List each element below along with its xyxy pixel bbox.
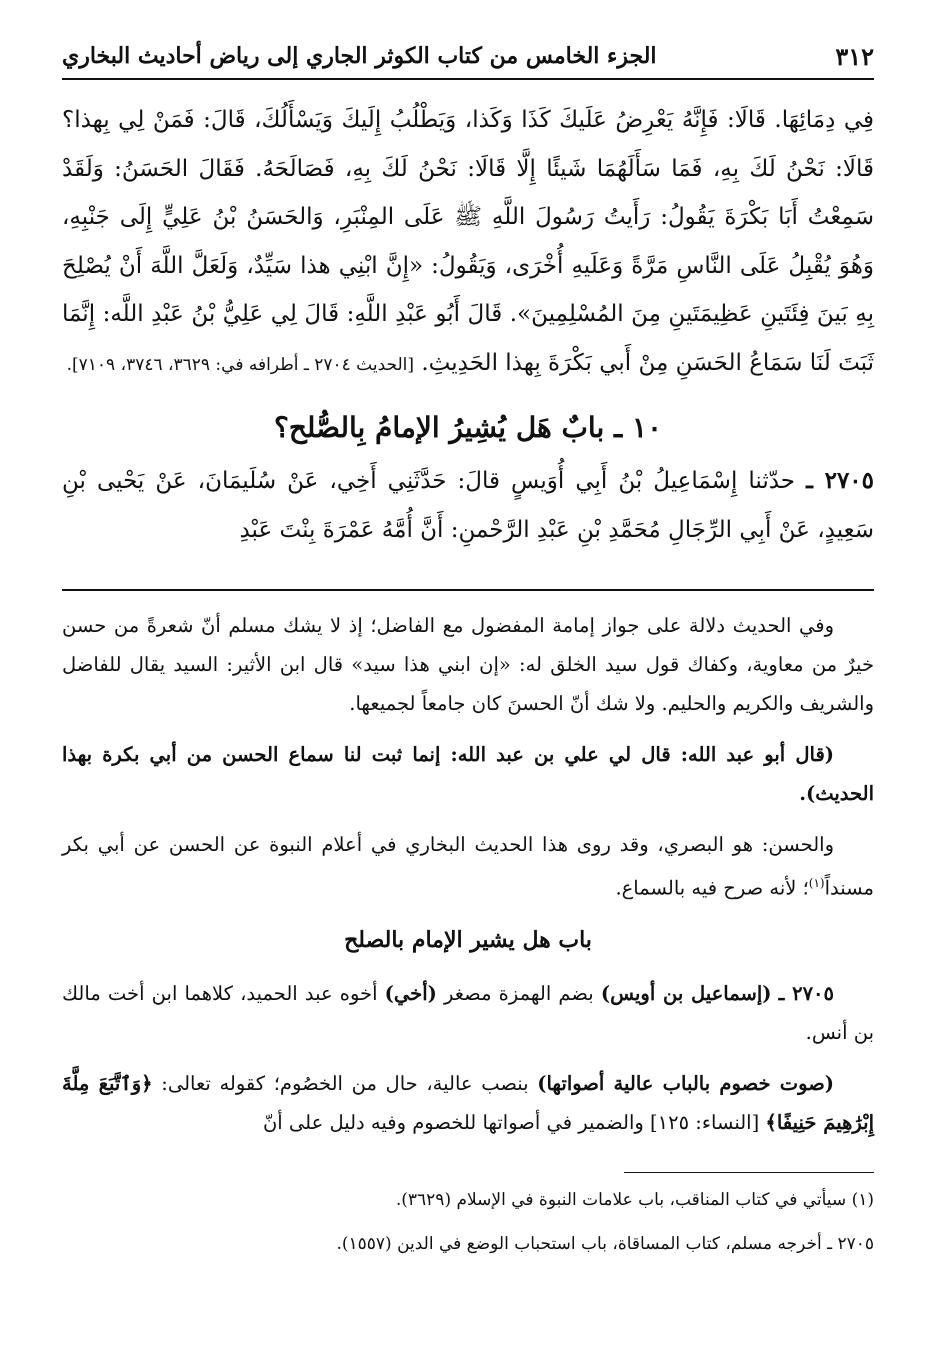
commentary-paragraph-4 bbox=[62, 974, 874, 1052]
hadith-2704-reference: [الحديث ٢٧٠٤ ـ أطرافه في: ٣٦٢٩، ٣٧٤٦، ٧١٠٩]. bbox=[66, 354, 415, 375]
book-page bbox=[62, 0, 874, 1365]
commentary-p4-term-1: (إسماعيل بن أويس) bbox=[600, 981, 772, 1005]
hadith-text-section bbox=[62, 96, 874, 554]
commentary-paragraph-1: وفي الحديث دلالة على جواز إمامة المفضول مع الفاضل؛ إذ لا يشك مسلم أنّ شعرةً من حسن خيرٌ من معاوية، وكفاك قول سيد الخلق له: «إن ابني هذا سيد» قال ابن الأثير: السيد يقال للفاضل والشريف والكريم والحليم. ولا شك أنّ الحسنَ كان جامعاً لجميعها. bbox=[62, 614, 874, 715]
commentary-paragraph-5 bbox=[62, 1064, 874, 1142]
commentary-chapter-heading: باب هل يشير الإمام بالصلح bbox=[344, 926, 592, 953]
commentary-p3-end: ؛ لأنه صرح فيه بالسماع. bbox=[615, 876, 809, 900]
hadith-2705-number: ٢٧٠٥ ـ bbox=[806, 467, 875, 494]
quran-verse: ﴿وَٱتَّبَعَ مِلَّةَ إِبْرَٰهِيمَ حَنِيفًا﴾ bbox=[62, 1071, 874, 1134]
footnote-marker[interactable]: (١) bbox=[808, 876, 825, 890]
commentary-p5-text-2: [النساء: ١٢٥] والضمير في أصواتها للخصوم وفيه دليل على أنّ bbox=[262, 1110, 766, 1134]
footnotes bbox=[62, 1182, 874, 1270]
commentary-p3-text: والحسن: هو البصري، وقد روى هذا الحديث البخاري في أعلام النبوة عن الحسن عن أبي بكر مسنداً bbox=[62, 833, 874, 900]
commentary-p5-term: (صوت خصوم بالباب عالية أصواتها) bbox=[537, 1071, 835, 1095]
footnote-2705: ٢٧٠٥ ـ أخرجه مسلم، كتاب المساقاة، باب استحباب الوضع في الدين (١٥٥٧). bbox=[336, 1234, 874, 1254]
commentary-section bbox=[62, 606, 874, 1154]
commentary-paragraph-3 bbox=[62, 825, 874, 908]
commentary-p5-text: بنصب عالية، حال من الخصُوم؛ كقوله تعالى: bbox=[152, 1071, 538, 1095]
commentary-p4-number: ٢٧٠٥ ـ bbox=[778, 981, 834, 1005]
page-number: ٣١٢ bbox=[835, 41, 874, 71]
footnote-1: (١) سيأتي في كتاب المناقب، باب علامات النبوة في الإسلام (٣٦٢٩). bbox=[395, 1190, 874, 1210]
running-header bbox=[62, 34, 874, 80]
footnote-divider bbox=[624, 1172, 874, 1173]
hadith-2705-paragraph bbox=[62, 457, 874, 554]
hadith-2704-paragraph bbox=[62, 96, 874, 389]
commentary-p4-text-2: أخوه عبد الحميد، كلاهما ابن أخت مالك بن أنس. bbox=[62, 981, 874, 1044]
hadith-2705-text: حدّثنا إِسْمَاعِيلُ بْنُ أَبِي أُوَيسٍ قالَ: حَدَّثَنِي أَخِي، عَنْ سُلَيمَانَ، عَنْ يَحْيى بْنِ سَعِيدٍ، عَنْ أَبِي الرِّجَالِ مُحَمَّدِ بْنِ عَبْدِ الرَّحْمنِ: أَنَّ أُمَّهُ عَمْرَةَ بِنْتَ عَبْدِ bbox=[62, 468, 874, 543]
commentary-p4-text-1: بضم الهمزة مصغر bbox=[436, 981, 601, 1005]
hadith-2704-text: فِي دِمَائِهَا. قَالَا: فَإِنَّهُ يَعْرِضُ عَلَيكَ كَذَا وَكَذا، وَيَطْلُبُ إِلَيكَ وَيَسْأَلُكَ، قَالَ: فَمَنْ لِي بِهذا؟ قَالَا: نَحْنُ لَكَ بِهِ، فَمَا سَأَلَهُمَا شَيئًا إِلَّا قَالَا: نَحْنُ لَكَ بِهِ، فَصَالَحَهُ. فَقَالَ الحَسَنُ: وَلَقَدْ سَمِعْتُ أَبَا بَكْرَةَ يَقُولُ: رَأَيتُ رَسُولَ اللَّهِ ﷺ عَلَى المِنْبَرِ، وَالحَسَنُ بْنُ عَلِيٍّ إِلَى جَنْبِهِ، وَهُوَ يُقْبِلُ عَلَى النَّاسِ مَرَّةً وَعَلَيهِ أُخْرَى، وَيَقُولُ: «إِنَّ ابْنِي هذا سَيِّدٌ، وَلَعَلَّ اللَّهَ أَنْ يُصْلِحَ بِهِ بَينَ فِئَتَينِ عَظِيمَتَينِ مِنَ المُسْلِمِينَ». قَالَ أَبُو عَبْدِ اللَّهِ: قَالَ لِي عَلِيُّ بْنُ عَبْدِ اللَّه: إِنَّمَا ثَبَتَ لَنَا سَمَاعُ الحَسَنِ مِنْ أَبي بَكْرَةَ بِهذا الحَدِيثِ. bbox=[62, 107, 874, 376]
book-title: الجزء الخامس من كتاب الكوثر الجاري إلى رياض أحاديث البخاري bbox=[62, 43, 657, 69]
section-divider bbox=[62, 589, 874, 591]
chapter-heading: ١٠ ـ بابٌ هَل يُشِيرُ الإمامُ بِالصُّلح؟ bbox=[273, 411, 663, 444]
commentary-paragraph-2: (قال أبو عبد الله: قال لي علي بن عبد الله: إنما ثبت لنا سماع الحسن من أبي بكرة بهذا الحديث). bbox=[62, 743, 874, 805]
commentary-p4-term-2: (أخي) bbox=[384, 981, 437, 1005]
